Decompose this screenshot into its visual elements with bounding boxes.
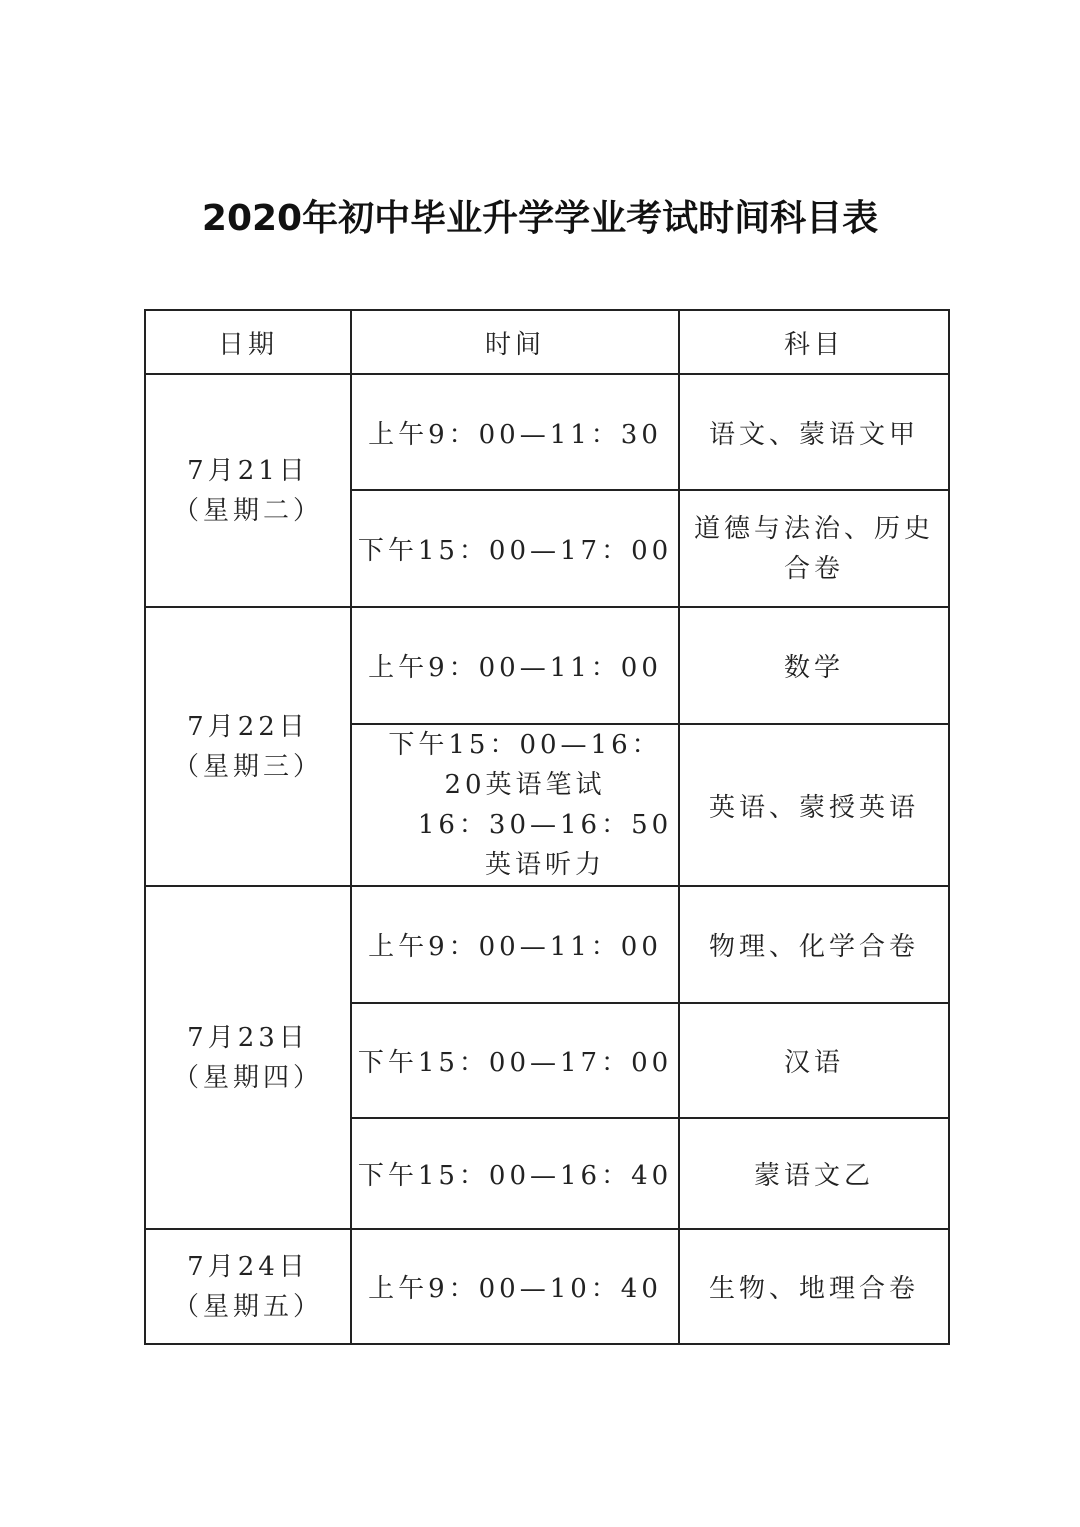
- weekday-text: （星期四）: [172, 1062, 323, 1093]
- table-row: [145, 886, 949, 1003]
- exam-schedule-table: [144, 309, 950, 1345]
- header-date: 日期: [145, 310, 351, 374]
- date-text: 7月22日: [187, 711, 309, 742]
- subject-cell: 物理、化学合卷: [679, 886, 949, 1003]
- time-cell: 上午9：00—10：40: [351, 1229, 679, 1344]
- date-cell: [145, 374, 351, 607]
- subject-cell: 蒙语文乙: [679, 1118, 949, 1229]
- subject-cell: 汉语: [679, 1003, 949, 1118]
- date-text: 7月21日: [187, 455, 309, 486]
- time-cell: 下午15：00—17：00: [351, 1003, 679, 1118]
- subject-line: 合卷: [783, 553, 844, 584]
- time-cell: 下午15：00—17：00: [351, 490, 679, 607]
- subject-cell: [679, 490, 949, 607]
- weekday-text: （星期三）: [172, 751, 323, 782]
- time-cell: [351, 724, 679, 886]
- date-text: 7月24日: [187, 1251, 309, 1282]
- date-cell: [145, 886, 351, 1229]
- header-subject: 科目: [679, 310, 949, 374]
- table-row: [145, 1229, 949, 1344]
- time-cell: 下午15：00—16：40: [351, 1118, 679, 1229]
- table-header-row: [145, 310, 949, 374]
- time-line: 16：30—16：50英语听力: [417, 810, 673, 880]
- subject-cell: 英语、蒙授英语: [679, 724, 949, 886]
- table-row: [145, 374, 949, 490]
- date-text: 7月23日: [187, 1022, 309, 1053]
- time-cell: 上午9：00—11：00: [351, 886, 679, 1003]
- weekday-text: （星期二）: [172, 495, 323, 526]
- subject-cell: 数学: [679, 607, 949, 724]
- header-time: 时间: [351, 310, 679, 374]
- page-title: 2020年初中毕业升学学业考试时间科目表: [201, 198, 879, 239]
- subject-cell: 语文、蒙语文甲: [679, 374, 949, 490]
- subject-line: 道德与法治、历史: [693, 513, 934, 544]
- time-cell: 上午9：00—11：00: [351, 607, 679, 724]
- time-line: 下午15：00—16：20英语笔试: [388, 730, 662, 800]
- date-cell: [145, 607, 351, 886]
- weekday-text: （星期五）: [172, 1291, 323, 1322]
- subject-cell: 生物、地理合卷: [679, 1229, 949, 1344]
- table-row: [145, 607, 949, 724]
- time-cell: 上午9：00—11：30: [351, 374, 679, 490]
- date-cell: [145, 1229, 351, 1344]
